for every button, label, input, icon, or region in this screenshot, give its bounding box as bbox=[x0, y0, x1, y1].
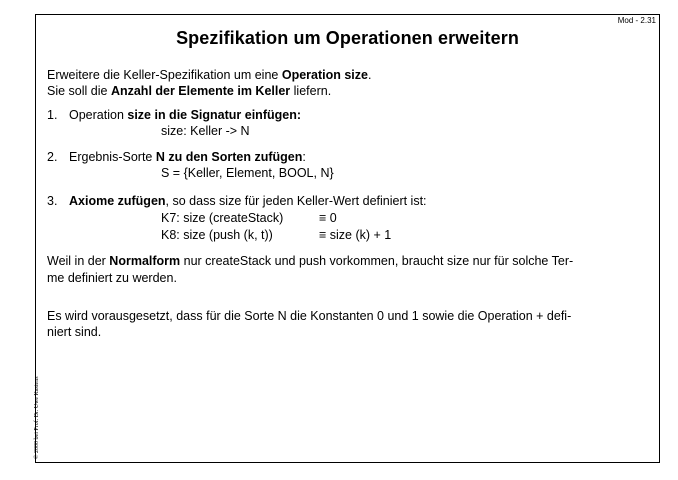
assumption-line-1: Es wird vorausgesetzt, dass für die Sorte N die Konstanten 0 und 1 sowie die Operation + defi- bbox=[47, 309, 572, 323]
axiom-k8-lhs: K8: size (push (k, t)) bbox=[161, 228, 273, 242]
step-2-detail: S = {Keller, Element, BOOL, N} bbox=[161, 166, 334, 180]
intro-line-1: Erweitere die Keller-Spezifikation um eine Operation size. bbox=[47, 68, 372, 82]
step-1-detail: size: Keller -> N bbox=[161, 124, 250, 138]
slide-title: Spezifikation um Operationen erweitern bbox=[176, 28, 519, 48]
axiom-k7-lhs: K7: size (createStack) bbox=[161, 211, 284, 225]
axiom-k8-rhs: ≡ size (k) + 1 bbox=[319, 228, 392, 242]
step-1: 1. Operation size in die Signatur einfügen: bbox=[47, 108, 302, 122]
assumption-line-2: niert sind. bbox=[47, 325, 102, 339]
intro-line-2: Sie soll die Anzahl der Elemente im Keller liefern. bbox=[47, 84, 332, 98]
step-3: 3. Axiome zufügen, so dass size für jeden Keller-Wert definiert ist: bbox=[47, 194, 427, 208]
normalform-line-2: me definiert zu werden. bbox=[47, 271, 177, 285]
copyright-notice: © 2000 bei Prof. Dr. Uwe Kastens bbox=[34, 376, 40, 459]
normalform-line-1: Weil in der Normalform nur createStack und push vorkommen, braucht size nur für solche Ter- bbox=[47, 254, 574, 268]
slide-number: Mod - 2.31 bbox=[617, 16, 656, 25]
axiom-k7-rhs: ≡ 0 bbox=[319, 211, 337, 225]
step-2: 2. Ergebnis-Sorte N zu den Sorten zufügen: bbox=[47, 150, 306, 164]
